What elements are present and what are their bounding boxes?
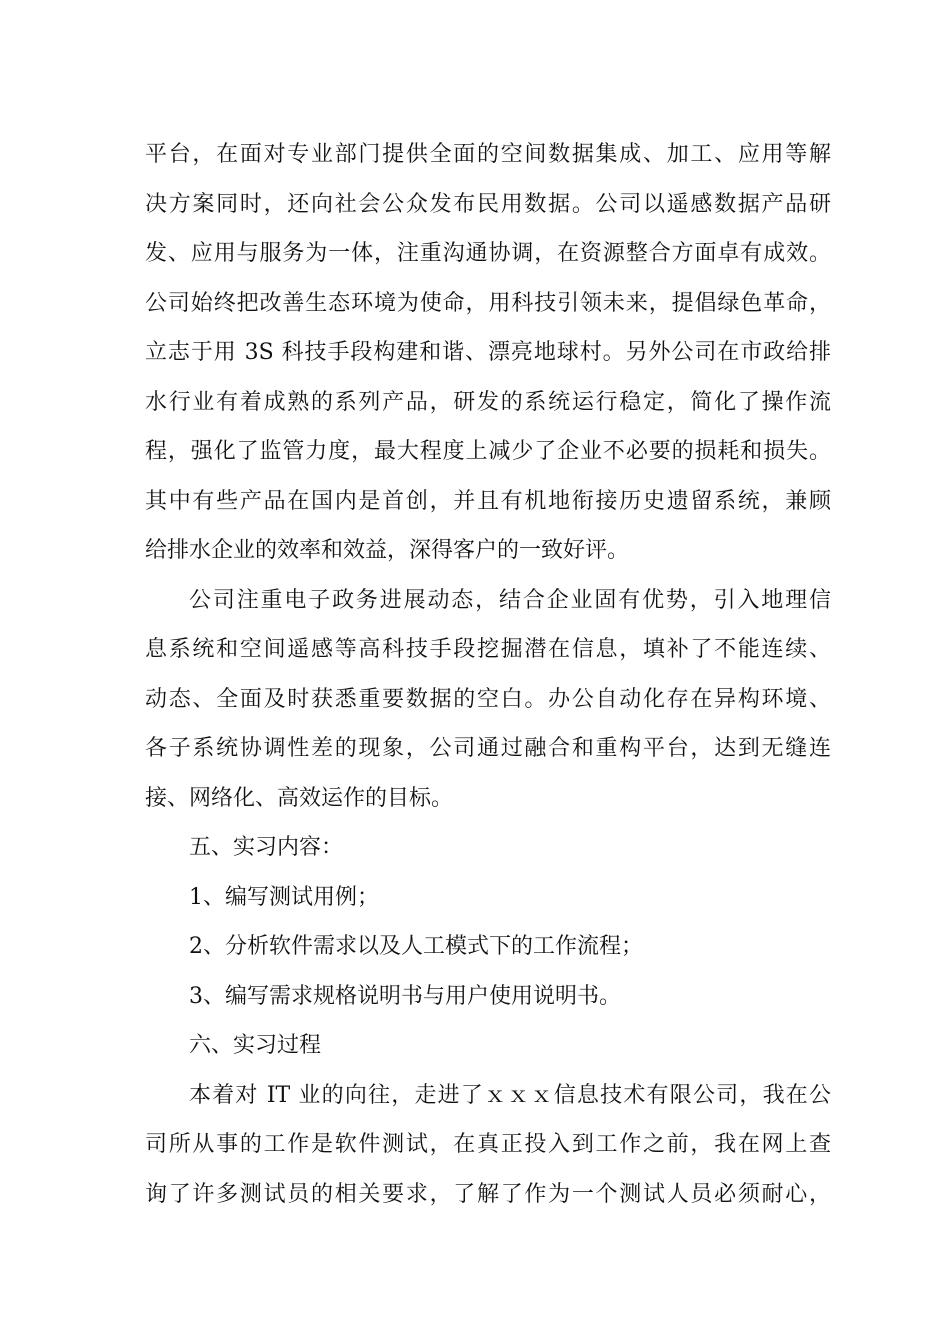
text-line: 其中有些产品在国内是首创，并且有机地衔接历史遗留系统，兼顾	[145, 488, 831, 514]
text-line: 给排水企业的效率和效益，深得客户的一致好评。	[145, 538, 630, 563]
text-line: 发、应用与服务为一体，注重沟通协调，在资源整合方面卓有成效。	[145, 241, 831, 266]
section-heading-internship-process: 六、实习过程	[189, 1033, 322, 1058]
paragraph-company-intro	[145, 130, 831, 576]
text-line: 程，强化了监管力度，最大程度上减少了企业不必要的损耗和损失。	[145, 439, 831, 464]
paragraph-e-government	[145, 576, 831, 824]
text-line: 决方案同时，还向社会公众发布民用数据。公司以遥感数据产品研	[145, 191, 831, 217]
text-line: 公司注重电子政务进展动态，结合企业固有优势，引入地理信	[189, 587, 831, 613]
text-line: 询了许多测试员的相关要求，了解了作为一个测试人员必须耐心，	[145, 1181, 831, 1207]
text-line: 立志于用 3S 科技手段构建和谐、漂亮地球村。另外公司在市政给排	[145, 340, 831, 365]
text-line: 本着对 IT 业的向往，走进了ｘｘｘ信息技术有限公司，我在公	[189, 1082, 831, 1108]
list-item: 2、分析软件需求以及人工模式下的工作流程；	[189, 934, 643, 959]
text-line: 接、网络化、高效运作的目标。	[145, 785, 454, 811]
text-line: 司所从事的工作是软件测试，在真正投入到工作之前，我在网上查	[145, 1132, 831, 1157]
text-line: 平台，在面对专业部门提供全面的空间数据集成、加工、应用等解	[145, 142, 831, 167]
text-line: 各子系统协调性差的现象，公司通过融合和重构平台，达到无缝连	[145, 736, 831, 761]
list-item: 3、编写需求规格说明书与用户使用说明书。	[189, 983, 621, 1009]
paragraph-internship-process	[145, 1071, 831, 1220]
text-line: 水行业有着成熟的系列产品，研发的系统运行稳定，简化了操作流	[145, 389, 831, 415]
document-body	[145, 130, 831, 1219]
section-heading-internship-content: 五、实习内容：	[189, 835, 344, 860]
text-line: 公司始终把改善生态环境为使命，用科技引领未来，提倡绿色革命，	[145, 290, 831, 316]
text-line: 动态、全面及时获悉重要数据的空白。办公自动化存在异构环境、	[145, 686, 831, 712]
text-line: 息系统和空间遥感等高科技手段挖掘潜在信息，填补了不能连续、	[145, 637, 831, 662]
list-item: 1、编写测试用例；	[189, 884, 379, 910]
